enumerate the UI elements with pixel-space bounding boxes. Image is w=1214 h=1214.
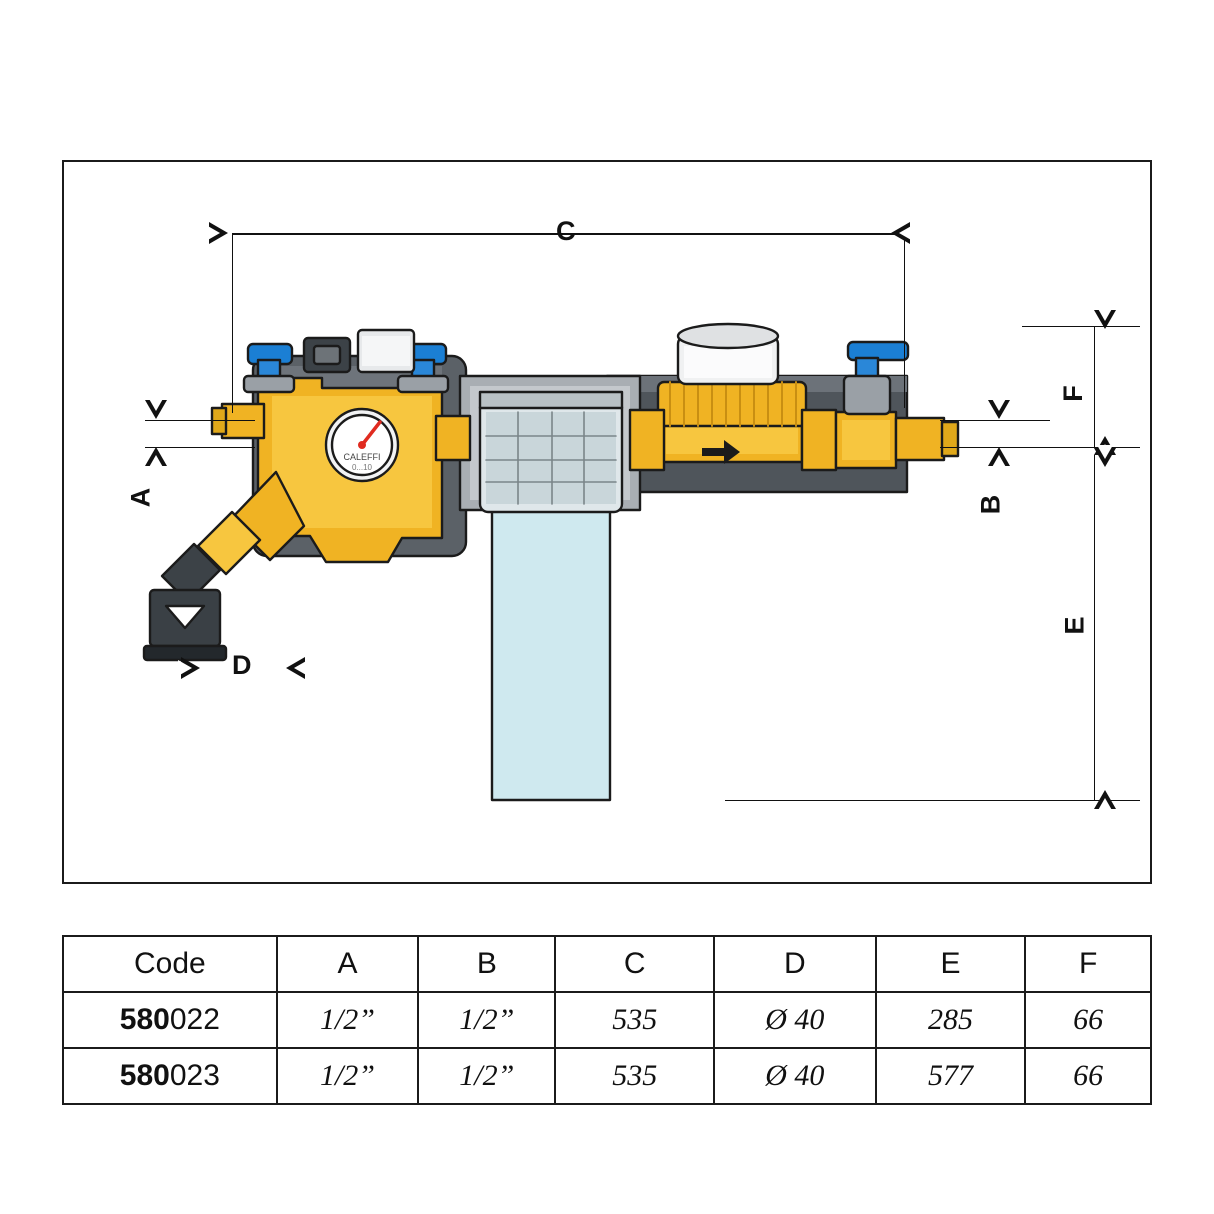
cell-code [63, 1048, 277, 1104]
svg-text:0...10: 0...10 [351, 463, 373, 472]
th-d: D [714, 936, 876, 992]
cell-d: Ø 40 [714, 1048, 876, 1104]
dim-f-ext-top [1022, 326, 1140, 327]
product-illustration [62, 160, 1152, 884]
cell-b: 1/2” [418, 1048, 555, 1104]
cell-code [63, 992, 277, 1048]
th-b: B [418, 936, 555, 992]
dim-a-ext-top [145, 420, 255, 421]
dim-label-a: A [125, 487, 156, 508]
dim-label-c: C [556, 216, 576, 246]
svg-text:CALEFFI: CALEFFI [343, 452, 381, 462]
th-f: F [1025, 936, 1151, 992]
code-suffix: 023 [169, 1059, 220, 1092]
dim-e-line [1094, 455, 1095, 800]
cell-c: 535 [555, 1048, 714, 1104]
code-suffix: 022 [169, 1003, 220, 1036]
dim-label-e: E [1059, 616, 1090, 635]
dim-c-arrow-left [209, 222, 228, 244]
dim-f-arrow-top [1094, 310, 1116, 329]
dim-label-f: F [1057, 385, 1088, 402]
th-a: A [277, 936, 419, 992]
dim-e-arrow-top [1094, 448, 1116, 467]
code-prefix: 580 [119, 1059, 170, 1092]
dim-b-ext-top [940, 420, 1050, 421]
dim-e-arrow-bottom [1094, 790, 1116, 809]
dim-label-b: B [975, 494, 1006, 515]
spec-table [62, 935, 1152, 1105]
dim-a-arrow-bottom [145, 447, 167, 466]
dim-c-ext-right [904, 233, 905, 408]
dim-a-arrow-top [145, 400, 167, 419]
cell-e: 577 [876, 1048, 1026, 1104]
table-row [63, 992, 1151, 1048]
th-code: Code [63, 936, 277, 992]
th-c: C [555, 936, 714, 992]
dim-e-ext-bottom [725, 800, 1140, 801]
dim-label-d: D [232, 650, 252, 680]
cell-e: 285 [876, 992, 1026, 1048]
dim-f-ext-bottom [1022, 447, 1140, 448]
cell-b: 1/2” [418, 992, 555, 1048]
cell-a: 1/2” [277, 992, 419, 1048]
cell-f: 66 [1025, 1048, 1151, 1104]
dim-c-ext-left [232, 233, 233, 413]
table-header-row [63, 936, 1151, 992]
cell-c: 535 [555, 992, 714, 1048]
code-prefix: 580 [119, 1003, 170, 1036]
dim-c-arrow-right [891, 222, 910, 244]
dim-b-arrow-bottom [988, 447, 1010, 466]
cell-a: 1/2” [277, 1048, 419, 1104]
dim-f-line [1094, 326, 1095, 447]
cell-d: Ø 40 [714, 992, 876, 1048]
cell-f: 66 [1025, 992, 1151, 1048]
dim-d-arrow-left [181, 657, 200, 679]
dim-b-arrow-top [988, 400, 1010, 419]
table-row [63, 1048, 1151, 1104]
th-e: E [876, 936, 1026, 992]
dim-d-arrow-right [286, 657, 305, 679]
